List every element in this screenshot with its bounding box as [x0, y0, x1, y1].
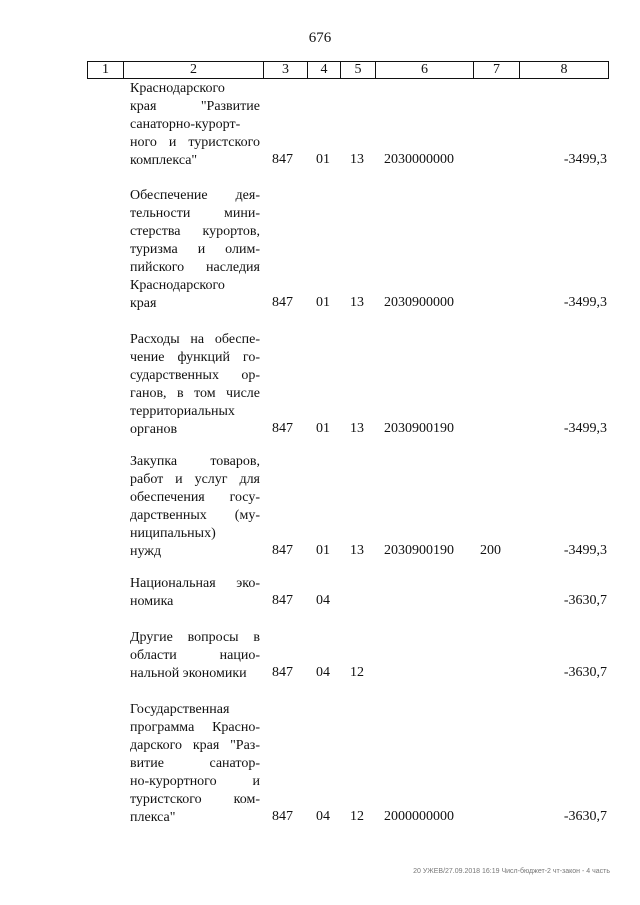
cell-c8: -3499,3	[563, 543, 607, 558]
description-line: нальной экономики	[130, 666, 247, 681]
cell-c3: 847	[272, 295, 293, 310]
header-col-5: 5	[341, 62, 376, 78]
cell-c3: 847	[272, 593, 293, 608]
cell-c6: 2000000000	[384, 809, 454, 824]
description-line: территориальных	[130, 404, 235, 419]
description-line: тельности мини-	[130, 206, 260, 221]
description-line: органов	[130, 422, 178, 437]
table-row	[0, 80, 640, 170]
cell-c3: 847	[272, 665, 293, 680]
description-line: чение функций го-	[130, 350, 260, 365]
description-line: витие санатор-	[130, 756, 260, 771]
cell-c5: 13	[350, 421, 364, 436]
cell-c5: 13	[350, 295, 364, 310]
cell-c4: 04	[316, 665, 330, 680]
cell-c8: -3499,3	[563, 421, 607, 436]
description-line: Другие вопросы в	[130, 630, 260, 645]
header-col-7: 7	[474, 62, 520, 78]
description-line: комплекса"	[130, 153, 198, 168]
cell-c8: -3499,3	[563, 295, 607, 310]
table-row	[0, 575, 640, 611]
cell-c5: 13	[350, 152, 364, 167]
description-line: сударственных ор-	[130, 368, 260, 383]
table-row	[0, 331, 640, 439]
row-description	[130, 187, 260, 313]
cell-c4: 01	[316, 421, 330, 436]
description-line: края	[130, 296, 157, 311]
description-line: пийского наследия	[130, 260, 260, 275]
description-line: Обеспечение дея-	[130, 188, 260, 203]
description-line: области нацио-	[130, 648, 260, 663]
cell-c7: 200	[480, 543, 501, 558]
description-line: программа Красно-	[130, 720, 260, 735]
description-line: Закупка товаров,	[130, 454, 260, 469]
header-col-2: 2	[124, 62, 264, 78]
header-col-3: 3	[264, 62, 308, 78]
description-line: туризма и олим-	[130, 242, 260, 257]
table-header	[87, 61, 609, 79]
row-description	[130, 701, 260, 827]
description-line: туристского ком-	[130, 792, 260, 807]
table-row	[0, 701, 640, 827]
description-line: плекса"	[130, 810, 176, 825]
row-description	[130, 331, 260, 439]
row-description	[130, 575, 260, 611]
description-line: ного и туристского	[130, 135, 260, 150]
description-line: Государственная	[130, 702, 230, 717]
cell-c5: 13	[350, 543, 364, 558]
cell-c6: 2030900190	[384, 543, 454, 558]
table-row	[0, 453, 640, 561]
cell-c4: 01	[316, 543, 330, 558]
cell-c8: -3630,7	[563, 593, 607, 608]
table-row	[0, 187, 640, 313]
description-line: работ и услуг для	[130, 472, 260, 487]
description-line: номика	[130, 594, 174, 609]
description-line: ганов, в том числе	[130, 386, 260, 401]
cell-c4: 04	[316, 809, 330, 824]
cell-c5: 12	[350, 809, 364, 824]
description-line: обеспечения госу-	[130, 490, 260, 505]
description-line: дарственных (му-	[130, 508, 260, 523]
description-line: ниципальных)	[130, 526, 216, 541]
cell-c3: 847	[272, 543, 293, 558]
footer-stamp: 20 УЖЕВ/27.09.2018 16:19 Числ-бюджет-2 чт-закон - 4 часть	[413, 868, 610, 875]
row-description	[130, 80, 260, 170]
description-line: но-курортного и	[130, 774, 260, 789]
cell-c4: 01	[316, 295, 330, 310]
cell-c3: 847	[272, 809, 293, 824]
cell-c6: 2030900000	[384, 295, 454, 310]
cell-c6: 2030000000	[384, 152, 454, 167]
header-col-8: 8	[560, 62, 568, 77]
description-line: Национальная эко-	[130, 576, 260, 591]
description-line: дарского края "Раз-	[130, 738, 260, 753]
description-line: Краснодарского	[130, 278, 225, 293]
cell-c4: 04	[316, 593, 330, 608]
row-description	[130, 453, 260, 561]
cell-c6: 2030900190	[384, 421, 454, 436]
cell-c3: 847	[272, 152, 293, 167]
header-col-4: 4	[308, 62, 341, 78]
header-col-6: 6	[376, 62, 474, 78]
cell-c8: -3630,7	[563, 665, 607, 680]
description-line: Расходы на обеспе-	[130, 332, 260, 347]
page-number: 676	[308, 30, 332, 46]
description-line: края "Развитие	[130, 99, 260, 114]
cell-c8: -3630,7	[563, 809, 607, 824]
cell-c8: -3499,3	[563, 152, 607, 167]
cell-c3: 847	[272, 421, 293, 436]
description-line: Краснодарского	[130, 81, 225, 96]
table-row	[0, 629, 640, 683]
header-col-1: 1	[88, 62, 124, 78]
cell-c5: 12	[350, 665, 364, 680]
cell-c4: 01	[316, 152, 330, 167]
description-line: санаторно-курорт-	[130, 117, 241, 132]
row-description	[130, 629, 260, 683]
description-line: нужд	[130, 544, 162, 559]
description-line: стерства курортов,	[130, 224, 260, 239]
